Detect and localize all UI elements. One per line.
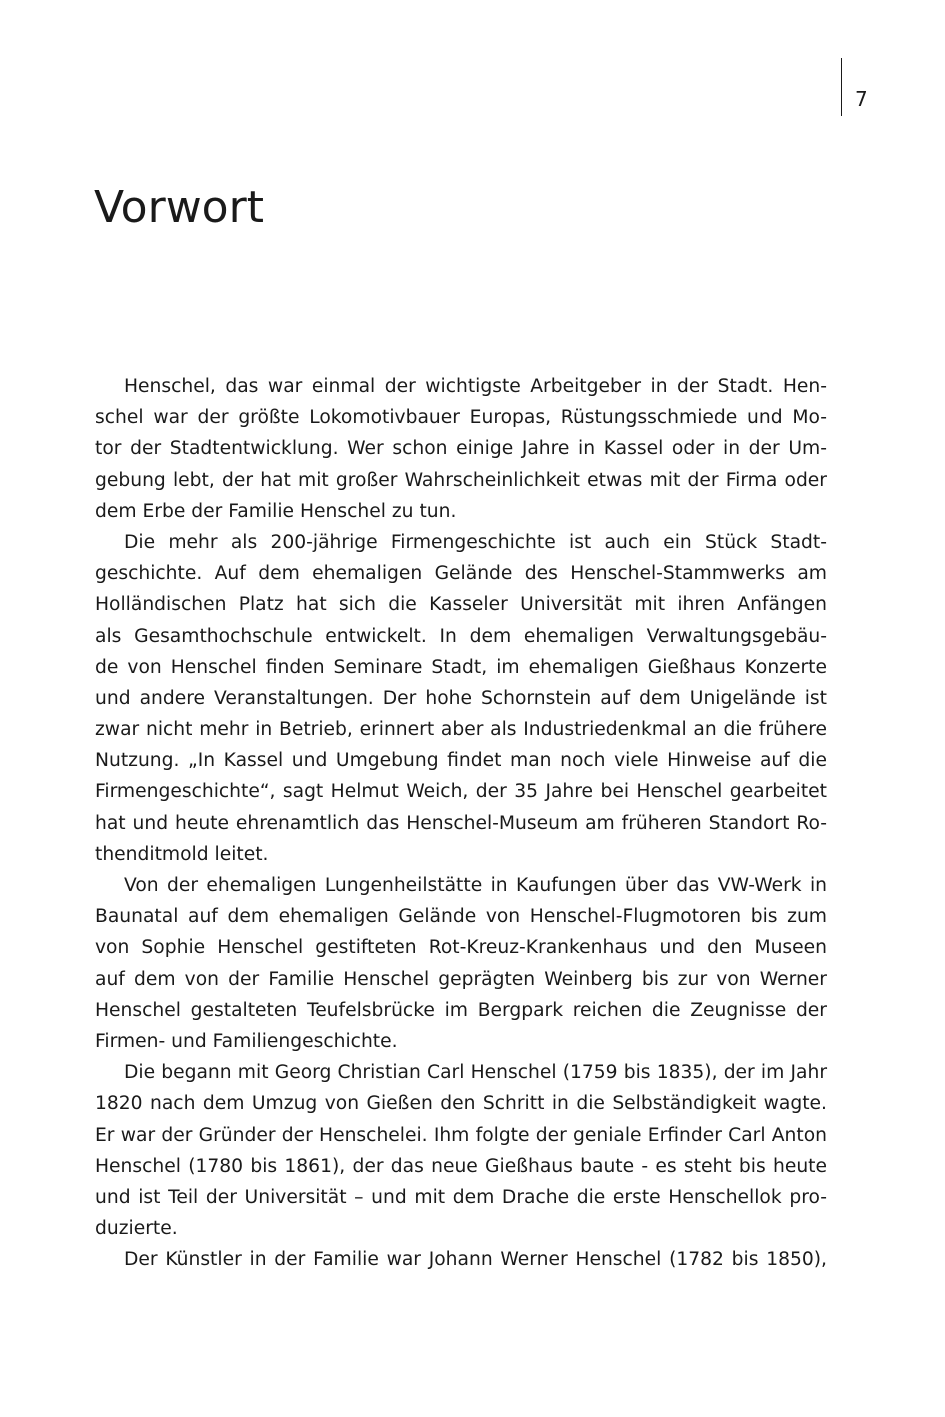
- text-line: und ist Teil der Universität – und mit dem Drache die erste Henschellok pro-: [95, 1186, 827, 1208]
- text-line: als Gesamthochschule entwickelt. In dem ehemaligen Verwaltungsgebäu-: [95, 625, 827, 647]
- text-line: gebung lebt, der hat mit großer Wahrscheinlichkeit etwas mit der Firma oder: [95, 469, 827, 491]
- text-line: Der Künstler in der Familie war Johann Werner Henschel (1782 bis 1850),: [124, 1249, 827, 1271]
- page-number: 7: [855, 87, 868, 111]
- text-line: Henschel (1780 bis 1861), der das neue Gießhaus baute - es steht bis heute: [95, 1155, 827, 1177]
- text-line: Er war der Gründer der Henschelei. Ihm folgte der geniale Erfinder Carl Anton: [95, 1124, 827, 1146]
- chapter-title: Vorwort: [94, 182, 264, 233]
- text-line: zwar nicht mehr in Betrieb, erinnert aber als Industriedenkmal an die frühere: [95, 719, 827, 741]
- text-line: hat und heute ehrenamtlich das Henschel-Museum am früheren Standort Ro-: [95, 812, 827, 834]
- text-line: Holländischen Platz hat sich die Kasseler Universität mit ihren Anfängen: [95, 594, 827, 616]
- text-line: und andere Veranstaltungen. Der hohe Schornstein auf dem Unigelände ist: [95, 687, 827, 709]
- text-line: auf dem von der Familie Henschel geprägten Weinberg bis zur von Werner: [95, 968, 827, 990]
- text-line: duzierte.: [95, 1218, 178, 1240]
- page-rule: [841, 58, 842, 116]
- text-line: Henschel, das war einmal der wichtigste Arbeitgeber in der Stadt. Hen-: [124, 376, 827, 397]
- text-line: Nutzung. „In Kassel und Umgebung findet man noch viele Hinweise auf die: [95, 750, 827, 772]
- text-line: Firmen- und Familiengeschichte.: [95, 1030, 398, 1052]
- body-text: [95, 371, 827, 1275]
- text-line: dem Erbe der Familie Henschel zu tun.: [95, 500, 457, 522]
- text-line: de von Henschel finden Seminare Stadt, im ehemaligen Gießhaus Konzerte: [95, 656, 827, 678]
- text-line: von Sophie Henschel gestifteten Rot-Kreuz-Krankenhaus und den Museen: [95, 937, 827, 959]
- text-line: Die mehr als 200-jährige Firmengeschichte ist auch ein Stück Stadt-: [124, 531, 827, 553]
- paragraph: [95, 527, 827, 870]
- paragraph: [95, 1244, 827, 1275]
- text-line: tor der Stadtentwicklung. Wer schon einige Jahre in Kassel oder in der Um-: [95, 438, 827, 460]
- text-line: geschichte. Auf dem ehemaligen Gelände des Henschel-Stammwerks am: [95, 563, 827, 585]
- text-line: Henschel gestalteten Teufelsbrücke im Bergpark reichen die Zeugnisse der: [95, 999, 827, 1021]
- text-line: thenditmold leitet.: [95, 843, 269, 865]
- text-line: Von der ehemaligen Lungenheilstätte in Kaufungen über das VW-Werk in: [124, 875, 827, 896]
- paragraph: [95, 870, 827, 1057]
- text-line: schel war der größte Lokomotivbauer Europas, Rüstungsschmiede und Mo-: [95, 407, 827, 429]
- text-line: Die begann mit Georg Christian Carl Henschel (1759 bis 1835), der im Jahr: [124, 1062, 827, 1084]
- text-line: Firmengeschichte“, sagt Helmut Weich, der 35 Jahre bei Henschel gearbeitet: [95, 781, 827, 803]
- paragraph: [95, 371, 827, 527]
- text-line: 1820 nach dem Umzug von Gießen den Schritt in die Selbständigkeit wagte.: [95, 1093, 827, 1115]
- text-line: Baunatal auf dem ehemaligen Gelände von Henschel-Flugmotoren bis zum: [95, 906, 827, 928]
- paragraph: [95, 1057, 827, 1244]
